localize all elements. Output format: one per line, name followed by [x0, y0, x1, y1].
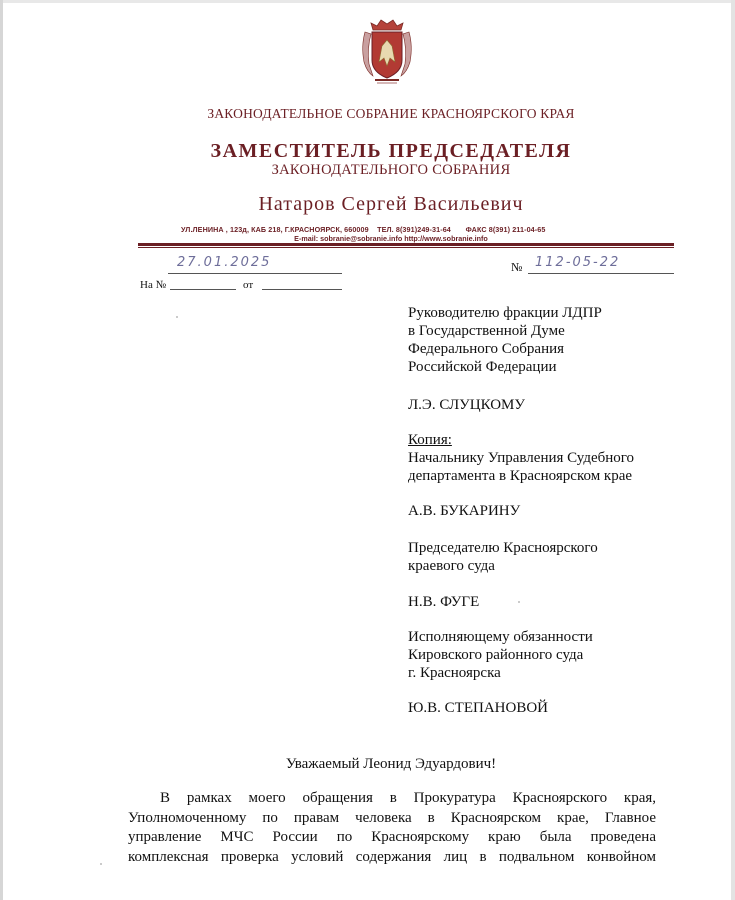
body-line: В рамках моего обращения в Прокуратура Красноярского края,: [160, 790, 656, 806]
addressee-line: Руководителю фракции ЛДПР: [408, 305, 602, 321]
scan-speck: [100, 863, 102, 865]
addressee-line: Кировского районного суда: [408, 647, 584, 663]
body-line: Уполномоченному по правам человека в Красноярском крае, Главное: [128, 809, 656, 826]
reference-number-line: [170, 289, 236, 290]
addressee-line: в Государственной Думе: [408, 323, 565, 339]
header-rule-thin: [138, 247, 674, 248]
addressee-line: Начальнику Управления Судебного: [408, 450, 635, 466]
number-underline: [528, 273, 674, 274]
scan-speck: [518, 601, 520, 603]
reference-date-line: [262, 289, 342, 290]
outgoing-number: 112-05-22: [535, 255, 621, 270]
addressee-name: Н.В. ФУГЕ: [408, 594, 480, 610]
addressee-line: г. Красноярска: [408, 665, 501, 681]
position-title: ЗАМЕСТИТЕЛЬ ПРЕДСЕДАТЕЛЯ: [210, 140, 572, 162]
contact-line: [181, 225, 611, 234]
addressee-line: Исполняющему обязанности: [408, 629, 593, 645]
addressee-name: А.В. БУКАРИНУ: [408, 503, 521, 519]
salutation: Уважаемый Леонид Эдуардович!: [285, 756, 497, 772]
contact-address: УЛ.ЛЕНИНА , 123д, КАБ 218, Г.КРАСНОЯРСК, 660009: [181, 225, 369, 234]
addressee-line: департамента в Красноярском крае: [408, 468, 633, 484]
copy-label: Копия:: [408, 432, 452, 448]
addressee-line: Председателю Красноярского: [408, 540, 598, 556]
official-name: Натаров Сергей Васильевич: [258, 193, 524, 215]
contact-email-web: E-mail: sobranie@sobranie.info http://www.sobranie.info: [294, 234, 488, 243]
page-edge-top: [0, 0, 735, 3]
addressee-name: Ю.В. СТЕПАНОВОЙ: [408, 700, 549, 716]
number-label: №: [511, 260, 523, 274]
header-rule-thick: [138, 243, 674, 246]
addressee-line: Федерального Собрания: [408, 341, 565, 357]
date-underline: [168, 273, 342, 274]
contact-fax: ФАКС 8(391) 211-04-65: [465, 225, 546, 234]
addressee-line: краевого суда: [408, 558, 495, 574]
outgoing-date: 27.01.2025: [177, 255, 272, 270]
reference-number-label: На №: [140, 279, 167, 291]
organization-name: ЗАКОНОДАТЕЛЬНОЕ СОБРАНИЕ КРАСНОЯРСКОГО КРАЯ: [207, 106, 575, 121]
position-subtitle: ЗАКОНОДАТЕЛЬНОГО СОБРАНИЯ: [271, 162, 511, 178]
coat-of-arms-icon: [359, 16, 415, 86]
contact-phone: ТЕЛ. 8(391)249-31-64: [377, 225, 451, 234]
reference-date-label: от: [243, 279, 254, 291]
body-line: управление МЧС России по Красноярскому краю была проведена: [128, 829, 656, 845]
addressee-name: Л.Э. СЛУЦКОМУ: [408, 397, 526, 413]
letter-body: [128, 789, 656, 867]
scan-speck: [176, 316, 178, 318]
addressee-line: Российской Федерации: [408, 359, 557, 375]
body-line: комплексная проверка условий содержания лиц в подвальном конвойном: [128, 848, 656, 865]
